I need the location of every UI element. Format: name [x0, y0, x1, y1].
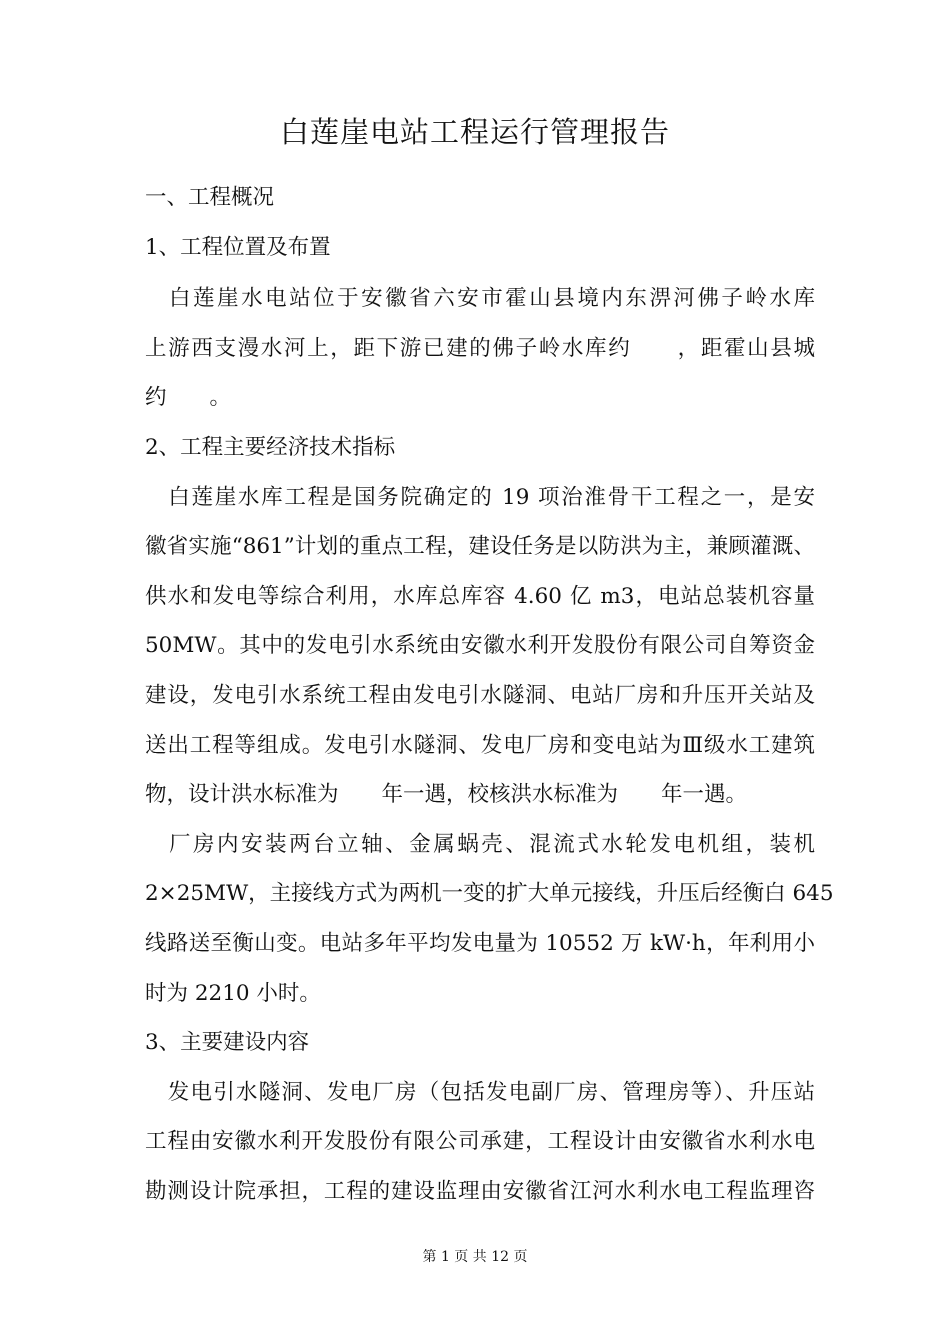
paragraph-line: 勘测设计院承担，工程的建设监理由安徽省江河水利水电工程监理咨 [145, 1179, 815, 1204]
paragraph-line: 2×25MW，主接线方式为两机一变的扩大单元接线，升压后经衡白 645 [145, 881, 834, 906]
paragraph-line: 工程由安徽水利开发股份有限公司承建，工程设计由安徽省水利水电 [145, 1129, 815, 1154]
paragraph-line: 厂房内安装两台立轴、金属蜗壳、混流式水轮发电机组，装机 [145, 832, 815, 857]
paragraph-line: 建设，发电引水系统工程由发电引水隧洞、电站厂房和升压开关站及 [145, 683, 815, 708]
page-footer: 第 1 页 共 12 页 [422, 1249, 528, 1265]
paragraph-line: 时为 2210 小时。 [145, 981, 321, 1006]
paragraph-line: 供水和发电等综合利用，水库总库容 4.60 亿 m3，电站总装机容量 [145, 584, 815, 609]
paragraph-line: 约 。 [145, 385, 232, 410]
paragraph-line: 白莲崖水库工程是国务院确定的 19 项治淮骨干工程之一，是安 [145, 485, 815, 510]
paragraph-line: 物，设计洪水标准为 年一遇，校核洪水标准为 年一遇。 [145, 782, 748, 807]
paragraph-line: 50MW。其中的发电引水系统由安徽水利开发股份有限公司自筹资金 [145, 633, 815, 658]
page-title: 白莲崖电站工程运行管理报告 [279, 115, 670, 149]
subsection-heading: 2、工程主要经济技术指标 [145, 435, 396, 460]
paragraph-line: 发电引水隧洞、发电厂房（包括发电副厂房、管理房等）、升压站 [145, 1080, 815, 1105]
paragraph-line: 线路送至衡山变。电站多年平均发电量为 10552 万 kW·h，年利用小 [145, 931, 815, 956]
section-heading: 一、工程概况 [145, 185, 275, 210]
paragraph-line: 徽省实施“861”计划的重点工程，建设任务是以防洪为主，兼顾灌溉、 [145, 534, 815, 559]
paragraph-line: 白莲崖水电站位于安徽省六安市霍山县境内东淠河佛子岭水库 [145, 286, 815, 311]
subsection-heading: 1、工程位置及布置 [145, 235, 331, 260]
subsection-heading: 3、主要建设内容 [145, 1030, 310, 1055]
paragraph-line: 送出工程等组成。发电引水隧洞、发电厂房和变电站为Ⅲ级水工建筑 [145, 733, 815, 758]
paragraph-line: 上游西支漫水河上，距下游已建的佛子岭水库约 ，距霍山县城 [145, 336, 815, 361]
